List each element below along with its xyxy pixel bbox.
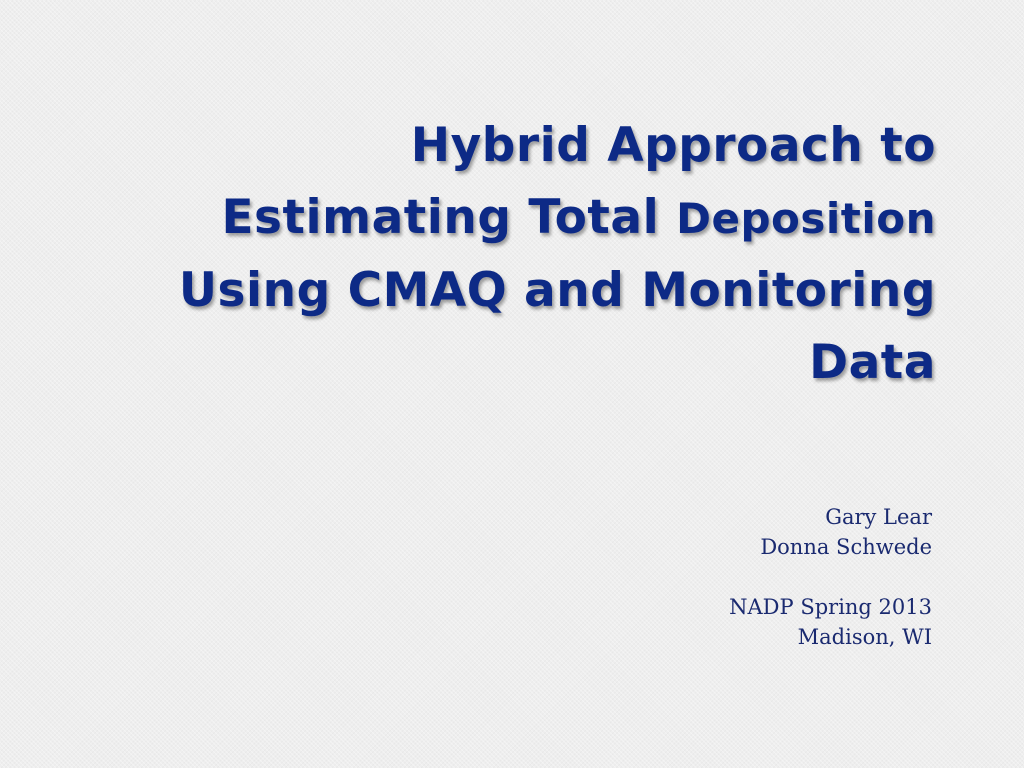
subtitle-spacer [532, 562, 932, 592]
event-location: Madison, WI [797, 625, 932, 649]
title-line-4: Data [809, 335, 936, 390]
title-line-2-small: Deposition [676, 194, 936, 243]
author-2: Donna Schwede [760, 535, 932, 559]
title-line-2 [76, 182, 936, 255]
slide-subtitle [532, 502, 932, 652]
title-line-3: Using CMAQ and Monitoring [178, 263, 936, 318]
title-line-2-main: Estimating Total [221, 190, 677, 245]
event-name: NADP Spring 2013 [729, 595, 932, 619]
slide-title [76, 110, 936, 399]
author-1: Gary Lear [825, 505, 932, 529]
title-line-1: Hybrid Approach to [410, 118, 936, 173]
